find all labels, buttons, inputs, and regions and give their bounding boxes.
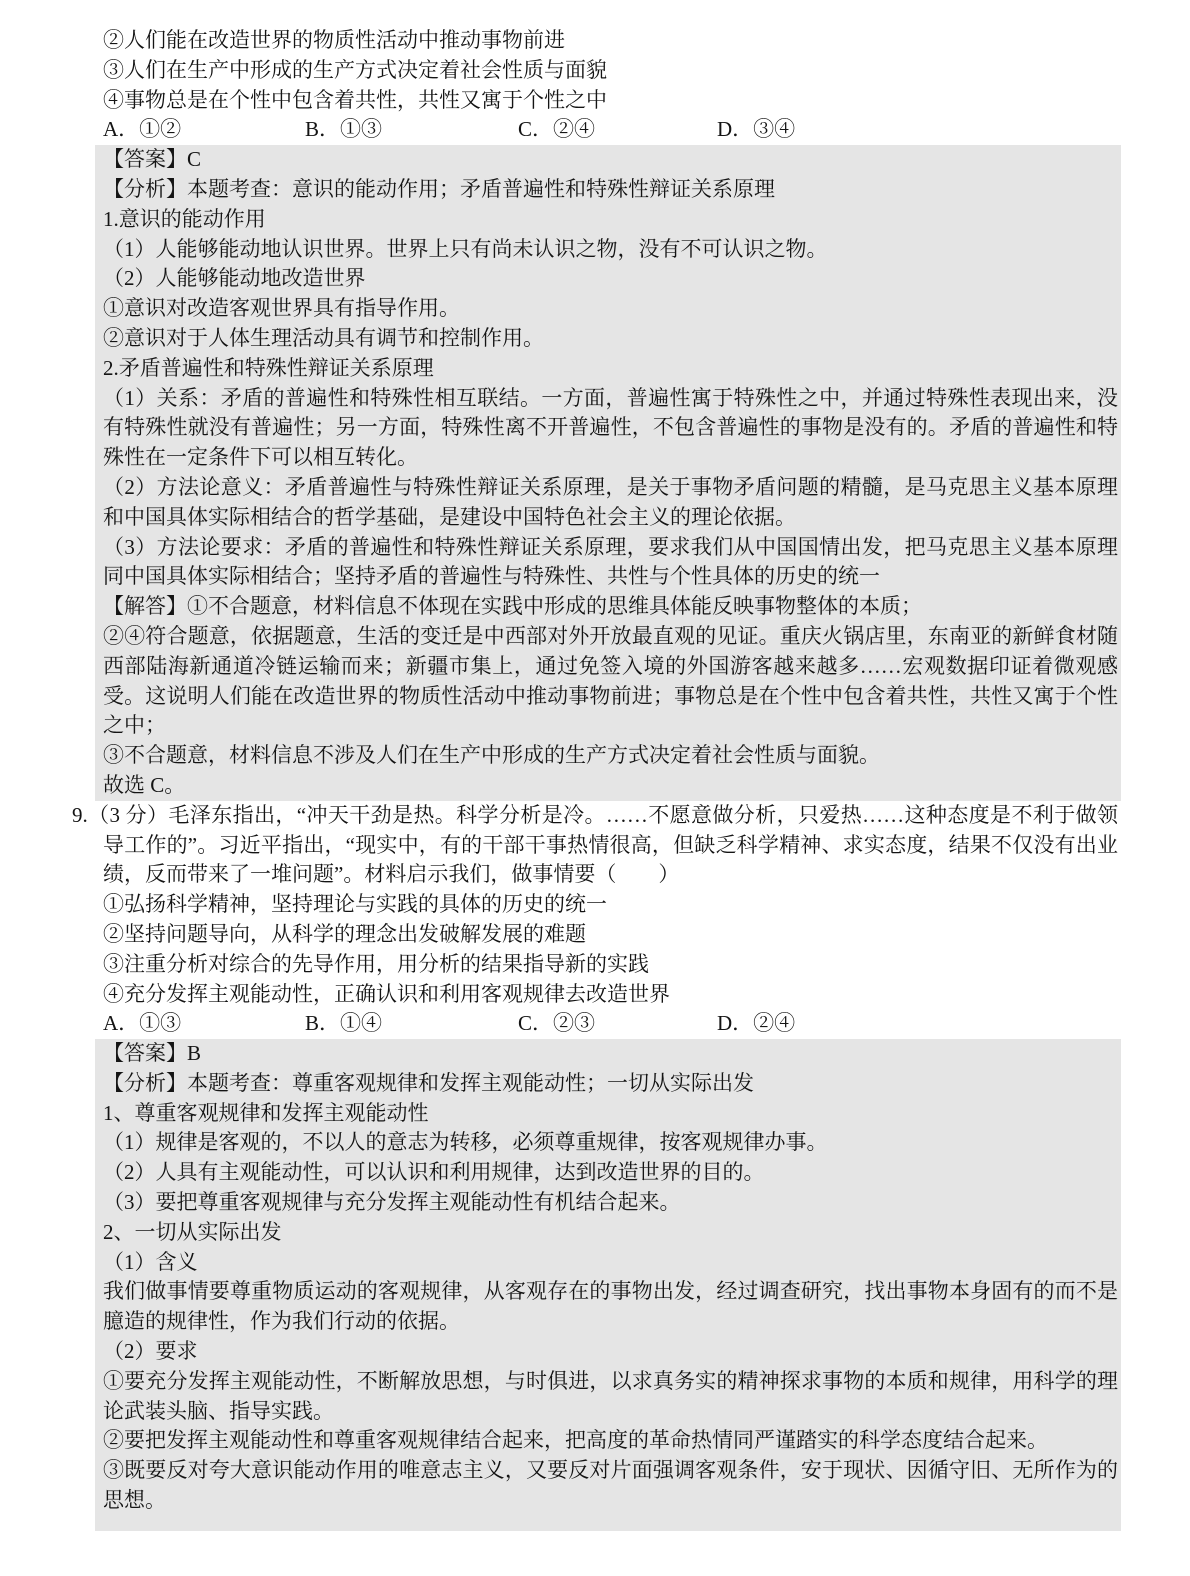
q8-final-choice: 故选 C。: [103, 772, 186, 797]
q9-analysis-line: 我们做事情要尊重物质运动的客观规律，从客观存在的事物出发，经过调查研究，找出事物本身固有的而不是臆造的规律性，作为我们行动的依据。: [103, 1279, 1118, 1334]
q9-analysis-line: （3）要把尊重客观规律与充分发挥主观能动性有机结合起来。: [103, 1190, 681, 1215]
q8-analysis-line: （2）方法论意义：矛盾普遍性与特殊性辩证关系原理，是关于事物矛盾问题的精髓，是马克思主义基本原理和中国具体实际相结合的哲学基础，是建设中国特色社会主义的理论依据。: [103, 474, 1118, 529]
q9-analysis-line: （2）要求: [103, 1339, 198, 1364]
q9-option-c: C．②③: [518, 1011, 596, 1036]
q8-analysis-line: （1）关系：矛盾的普遍性和特殊性相互联结。一方面，普遍性寓于特殊性之中，并通过特殊性表现出来，没有特殊性就没有普遍性；另一方面，特殊性离不开普遍性，不包含普遍性的事物是没有的。矛盾的普遍性和特殊性在一定条件下可以相互转化。: [103, 385, 1118, 470]
q8-answer-block: [95, 145, 1121, 801]
q8-analysis-line: ②意识对于人体生理活动具有调节和控制作用。: [103, 325, 544, 350]
q9-option-a: A．①③: [103, 1011, 182, 1036]
q8-analysis-line: ①意识对改造客观世界具有指导作用。: [103, 296, 460, 321]
q9-analysis-line: ③既要反对夸大意识能动作用的唯意志主义，又要反对片面强调客观条件，安于现状、因循守旧、无所作为的思想。: [103, 1458, 1118, 1513]
q9-analysis-line: ②要把发挥主观能动性和尊重客观规律结合起来，把高度的革命热情同严谨踏实的科学态度结合起来。: [103, 1428, 1048, 1453]
q9-option-d: D．②④: [717, 1011, 796, 1036]
q9-analysis-line: ①要充分发挥主观能动性，不断解放思想，与时俱进，以求真务实的精神探求事物的本质和规律，用科学的理论武装头脑、指导实践。: [103, 1368, 1118, 1423]
q8-option-c: C．②④: [518, 117, 596, 142]
q9-item-1: ①弘扬科学精神，坚持理论与实践的具体的历史的统一: [103, 892, 607, 917]
q8-analysis-label: 【分析】本题考查：意识的能动作用；矛盾普遍性和特殊性辩证关系原理: [103, 176, 775, 201]
document-content: [72, 26, 1121, 1531]
q9-answer-label: 【答案】B: [103, 1041, 202, 1066]
q9-analysis-line: （1）含义: [103, 1249, 198, 1274]
q8-option-d: D．③④: [717, 117, 796, 142]
q9-item-list: [95, 890, 1121, 1009]
q8-item-3: ③人们在生产中形成的生产方式决定着社会性质与面貌: [103, 57, 607, 82]
q8-explain-line: ②④符合题意，依据题意，生活的变迁是中西部对外开放最直观的见证。重庆火锅店里，东南亚的新鲜食材随西部陆海新通道冷链运输而来；新疆市集上，通过免签入境的外国游客越来越多……宏观数据印证着微观感受。这说明人们能在改造世界的物质性活动中推动事物前进；事物总是在个性中包含着共性，共性又寓于个性之中；: [103, 623, 1118, 738]
q8-item-list: [95, 26, 1121, 115]
q9-option-b: B．①④: [305, 1011, 383, 1036]
q8-option-a: A．①②: [103, 117, 182, 142]
q9-analysis-line: （2）人具有主观能动性，可以认识和利用规律，达到改造世界的目的。: [103, 1160, 765, 1185]
q9-analysis-line: （1）规律是客观的，不以人的意志为转移，必须尊重规律，按客观规律办事。: [103, 1130, 828, 1155]
q9-answer-block: [95, 1039, 1121, 1531]
q8-explain-line: 【解答】①不合题意，材料信息不体现在实践中形成的思维具体能反映事物整体的本质；: [103, 594, 922, 619]
q8-explain-line: ③不合题意，材料信息不涉及人们在生产中形成的生产方式决定着社会性质与面貌。: [103, 743, 880, 768]
q9-item-4: ④充分发挥主观能动性，正确认识和利用客观规律去改造世界: [103, 981, 670, 1006]
q8-item-2: ②人们能在改造世界的物质性活动中推动事物前进: [103, 28, 565, 52]
q8-analysis-line: 1.意识的能动作用: [103, 206, 266, 231]
q9-item-2: ②坚持问题导向，从科学的理念出发破解发展的难题: [103, 921, 586, 946]
q8-analysis-line: （3）方法论要求：矛盾的普遍性和特殊性辩证关系原理，要求我们从中国国情出发，把马克思主义基本原理同中国具体实际相结合；坚持矛盾的普遍性与特殊性、共性与个性具体的历史的统一: [103, 534, 1118, 589]
q9-stem: 9.（3 分）毛泽东指出，“冲天干劲是热。科学分析是冷。……不愿意做分析，只爱热……这种态度是不利于做领导工作的”。习近平指出，“现实中，有的干部干事热情很高，但缺乏科学精神、求实态度，结果不仅没有出业绩，反而带来了一堆问题”。材料启示我们，做事情要（ ）: [72, 802, 1118, 887]
q8-option-b: B．①③: [305, 117, 383, 142]
q8-item-4: ④事物总是在个性中包含着共性，共性又寓于个性之中: [103, 87, 607, 112]
q9-analysis-line: 2、一切从实际出发: [103, 1219, 282, 1244]
q8-options-row: [95, 115, 1121, 145]
q8-answer-label: 【答案】C: [103, 147, 202, 172]
q9-item-3: ③注重分析对综合的先导作用，用分析的结果指导新的实践: [103, 951, 649, 976]
q8-analysis-line: 2.矛盾普遍性和特殊性辩证关系原理: [103, 355, 434, 380]
q8-analysis-line: （2）人能够能动地改造世界: [103, 266, 366, 291]
q9-options-row: [95, 1009, 1121, 1039]
q9-analysis-label: 【分析】本题考查：尊重客观规律和发挥主观能动性；一切从实际出发: [103, 1070, 754, 1095]
q9-analysis-line: 1、尊重客观规律和发挥主观能动性: [103, 1100, 429, 1125]
q8-analysis-line: （1）人能够能动地认识世界。世界上只有尚未认识之物，没有不可认识之物。: [103, 236, 828, 261]
